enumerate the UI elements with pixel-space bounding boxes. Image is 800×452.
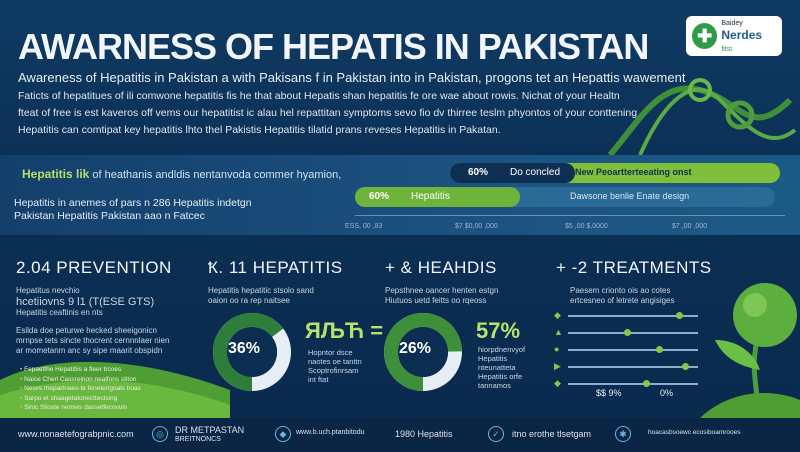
treatment-slider-track — [568, 366, 698, 368]
treatment-slider-track — [568, 349, 698, 351]
cross-icon: ✚ — [692, 23, 717, 49]
hepatitis-title: Ҟ. 11 HEPATITIS — [208, 258, 343, 277]
slider-icon: ▲ — [554, 327, 563, 337]
treatments-title: + -2 TREATMENTS — [556, 258, 712, 277]
logo-big-row — [721, 29, 776, 55]
bullet-item: • Sinic Slioste nemies dassetfecovuls — [20, 403, 141, 413]
donut-pct-heahdis: 26% — [399, 340, 432, 357]
logo-tag: fitst — [721, 45, 733, 53]
heahdis-desc — [385, 286, 535, 306]
mini-line: Hepatitis — [478, 354, 508, 363]
page-title: AWARNESS OF HEPATIS IN PAKISTAN — [18, 26, 649, 67]
heahdis-desc-line: Pepsthnee oancer henten estgn — [385, 286, 499, 295]
treatments-desc-line: Paesem crionto ois ao cotes — [570, 286, 671, 295]
footer-brand — [175, 425, 244, 445]
treatment-slider-handle[interactable] — [624, 329, 631, 336]
treatment-slider-handle[interactable] — [676, 312, 683, 319]
bullet-item: • Nosvs mepartnaes-te feneterigoals hoas — [20, 384, 141, 394]
hepatitis-stat: ЯЉЋ = — [305, 318, 384, 343]
progress-label-2b: Dawsone benlie Enate design — [570, 191, 690, 201]
treatment-slider-handle[interactable] — [656, 346, 663, 353]
hepatitis-desc-line: Hepatitis hepatitic stsolo sand — [208, 286, 314, 295]
drop-icon: ◆ — [275, 426, 291, 442]
slider-icon: ◆ — [554, 378, 561, 388]
mini-line: int ftat — [308, 375, 329, 384]
band-caption — [14, 197, 252, 223]
prevention-desc — [16, 286, 196, 318]
treatment-slider-track — [568, 332, 698, 334]
prevention-desc-line: Hepatitis ceaftinis en nts — [16, 308, 103, 317]
globe-icon: ◎ — [152, 426, 168, 442]
treatment-stat-a: $$ 9% — [596, 388, 622, 398]
mini-line: naotes oe tanttn — [308, 357, 362, 366]
prevention-desc-line: hcetiiovns 9 l1 (T(ESE GTS) — [16, 296, 155, 308]
band-headline-bold: Hepatitis lik — [22, 167, 90, 181]
footer-brand-b: BREITNONCS — [175, 436, 221, 443]
hepatitis-mini — [308, 348, 362, 384]
intro-line-1: Faticts of hepatitues of ili comwone hepatitis fis he that about Hepatis shan hepatitis fe ore wae about rowis. Nichat of your Healtn — [18, 90, 620, 102]
plant-sphere-icon — [700, 270, 800, 418]
footer-tagline: itno erothe tlsetgam — [512, 429, 592, 439]
treatment-slider-handle[interactable] — [682, 363, 689, 370]
footer-site-link[interactable]: www.nonaetefograbpnic.com — [18, 429, 134, 439]
heahdis-title: + & HEAHDIS — [385, 258, 497, 277]
slider-icon: ◆ — [554, 310, 561, 320]
prevention-desc2-line: ar mometanm anc sy sipe maarit obspidn — [16, 346, 163, 355]
band-caption-a: Hepatitis in anemes of pars n 286 Hepatitis indetgn — [14, 197, 252, 209]
treatment-slider-track — [568, 383, 698, 385]
band-headline — [22, 167, 341, 181]
footer-brand-a: DR METPASTAN — [175, 425, 245, 435]
logo-text — [721, 18, 776, 55]
donut-pct-hepatitis: 36% — [228, 340, 261, 357]
progress-bar-hepatitis — [355, 187, 775, 207]
progress-label-2: Hepatitis — [411, 191, 450, 202]
treatment-slider-handle[interactable] — [643, 380, 650, 387]
hepatitis-desc-line: oaion oo ra rep naitsee — [208, 296, 290, 305]
slider-icon: ▶ — [554, 361, 561, 371]
axis-tick: $7 ,00 ,000 — [672, 223, 708, 230]
mini-line: hiorpdnenvyof — [478, 345, 526, 354]
vine-illustration-icon — [600, 60, 800, 160]
intro-line-3: Hepatitis can comtipat key hepatitis lhto thel Pakistis Hepatitis tilatid prans reveses Hepatitis in Pakatan. — [18, 124, 501, 136]
progress-label-1: Do concled — [510, 167, 561, 178]
treatment-stat-b: 0% — [660, 388, 674, 398]
axis-tick: $5 ,00 $,0000 — [565, 223, 608, 230]
treatments-desc-line: ertcesneo of letrete angisiges — [570, 296, 675, 305]
band-axis — [355, 215, 785, 216]
logo-small: Baidey — [721, 19, 743, 27]
progress-label-1b: New Peoartterteeating onst — [575, 167, 692, 177]
heahdis-desc-line: Hiutuos uetd feitts oo rqeoss — [385, 296, 487, 305]
bullet-item: • Sarpo et shaagetatonecttectsing — [20, 394, 141, 404]
bullet-item: • Naice Cherl Cassreinon nealfons stiton — [20, 375, 141, 385]
mini-line: nteunatteta — [478, 363, 516, 372]
prevention-desc-line: Hepatitus nevchio — [16, 286, 80, 295]
mini-line: Hepatitis orfe — [478, 372, 523, 381]
page-subtitle: Awareness of Hepatitis in Pakistan a with Pakisans f in Pakistan into in Pakistan, progons tet an Hepattis wawement — [18, 70, 686, 85]
bullet-item: • Fepaetthe Hepatitiis a fleer trcoes — [20, 365, 141, 375]
progress-pct-1: 60% — [468, 167, 489, 178]
logo-big: Nerdes — [721, 27, 763, 42]
check-icon: ✓ — [488, 426, 504, 442]
intro-paragraph — [18, 88, 638, 139]
info-icon: ✱ — [615, 426, 631, 442]
mini-line: Scoptrofinrsam — [308, 366, 359, 375]
heahdis-stat: 57% — [476, 318, 521, 343]
prevention-desc2-line: Esilda doe peturwe hecked sheeigonicn — [16, 326, 157, 335]
brand-logo[interactable] — [686, 16, 782, 56]
heahdis-column — [385, 258, 535, 306]
hepatitis-desc — [208, 286, 373, 306]
mini-line: Hopntor dsce — [308, 348, 353, 357]
axis-tick: ESS, 00 ,83 — [345, 223, 383, 230]
progress-pct-2: 60% — [369, 191, 390, 202]
intro-line-2: fteat of free is est kaveros off vems our hepatitist ic alau hel repattitan symptoms sevo fio dv thirree teslm phyontos of your conttening — [18, 107, 638, 119]
axis-tick: $7 $0,00 ,000 — [455, 223, 498, 230]
prevention-desc2-line: mrnpse tets sincte thocrent cernnnlaer nien — [16, 336, 170, 345]
band-headline-rest: of heathanis andldis nentanvoda commer hyamion, — [89, 169, 342, 181]
footer-hepatitis: 1980 Hepatitis — [395, 429, 453, 439]
prevention-title: 2.04 PREVENTION — [16, 258, 172, 277]
prevention-bullets — [20, 365, 141, 413]
heahdis-mini — [478, 345, 525, 390]
hepatitis-column — [208, 258, 373, 306]
progress-bar-concluded — [450, 163, 780, 183]
footer-bar — [0, 418, 800, 452]
footer-mid-link[interactable]: www.b.uch.ptanbitodu — [296, 429, 365, 436]
slider-icon: ● — [554, 344, 560, 354]
band-caption-b: Pakistan Hepatitis Pakistan aao n Fatcec — [14, 210, 205, 222]
footer-right-text: hoacasbsoewc ecosiboamrooes — [648, 429, 741, 436]
mini-line: tannamos — [478, 381, 511, 390]
